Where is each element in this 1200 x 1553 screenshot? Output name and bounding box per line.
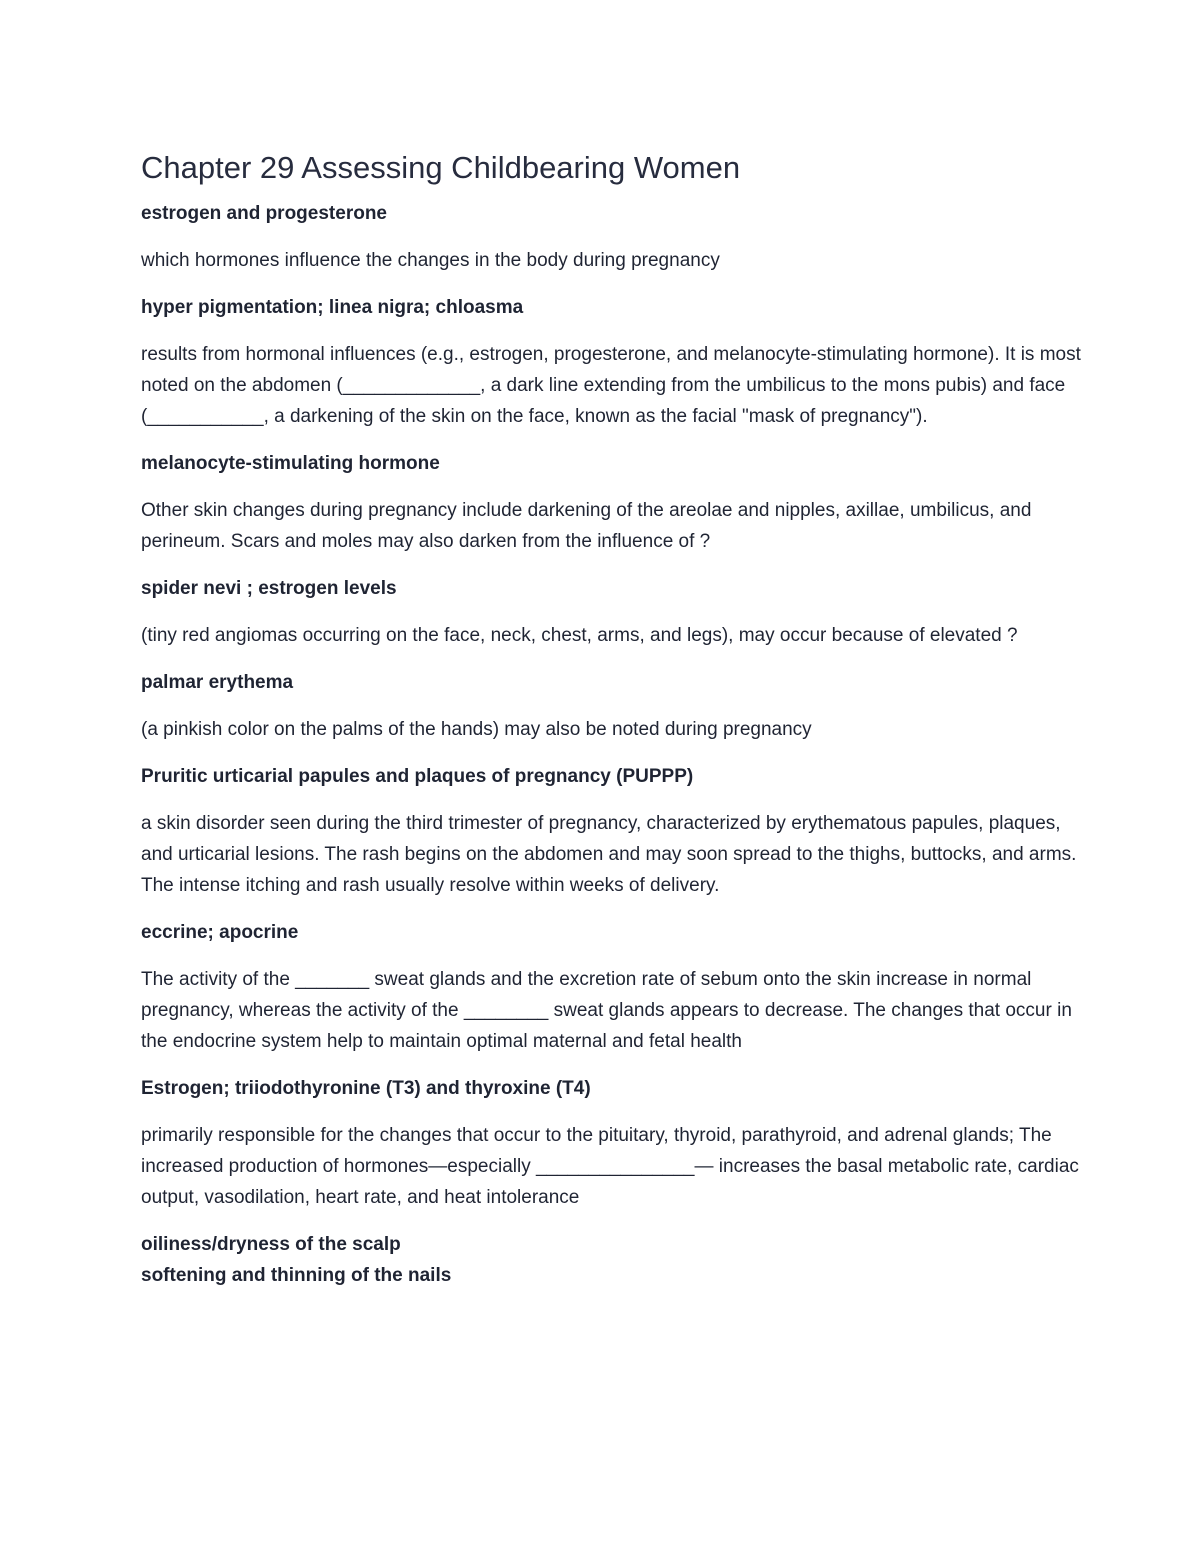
- term-7: eccrine; apocrine: [141, 922, 299, 943]
- term-2: hyper pigmentation; linea nigra; chloasma: [141, 297, 524, 318]
- term-8: Estrogen; triiodothyronine (T3) and thyroxine (T4): [141, 1078, 591, 1099]
- final-term-2: softening and thinning of the nails: [141, 1265, 452, 1286]
- definition-3: Other skin changes during pregnancy include darkening of the areolae and nipples, axillae, umbilicus, and perineum. Scars and moles may also darken from the influence of ?: [141, 500, 1032, 552]
- definition-5: (a pinkish color on the palms of the hands) may also be noted during pregnancy: [141, 719, 812, 740]
- term-5: palmar erythema: [141, 672, 294, 693]
- final-term-1: oiliness/dryness of the scalp: [141, 1234, 401, 1255]
- definition-2: results from hormonal influences (e.g., estrogen, progesterone, and melanocyte-stimulating hormone). It is most noted on the abdomen (_____________, a dark line extending from the umbilicus to the mons pubis) and face (___________, a darkening of the skin on the face, known as the facial "mask of pregnancy").: [141, 344, 1081, 427]
- definition-1: which hormones influence the changes in the body during pregnancy: [141, 250, 720, 271]
- definition-6: a skin disorder seen during the third trimester of pregnancy, characterized by erythematous papules, plaques, and urticarial lesions. The rash begins on the abdomen and may soon spread to the thighs, buttocks, and arms. The intense itching and rash usually resolve within weeks of delivery.: [141, 813, 1077, 896]
- definition-4: (tiny red angiomas occurring on the face, neck, chest, arms, and legs), may occur because of elevated ?: [141, 625, 1018, 646]
- document-page: [141, 148, 1081, 1291]
- term-1: estrogen and progesterone: [141, 203, 387, 224]
- term-4: spider nevi ; estrogen levels: [141, 578, 397, 599]
- definition-7: The activity of the _______ sweat glands and the excretion rate of sebum onto the skin increase in normal pregnancy, whereas the activity of the ________ sweat glands appears to decrease. The changes that occur in the endocrine system help to maintain optimal maternal and fetal health: [141, 969, 1072, 1052]
- definition-8: primarily responsible for the changes that occur to the pituitary, thyroid, parathyroid, and adrenal glands; The increased production of hormones—especially _______________— increases the basal metabolic rate, cardiac output, vasodilation, heart rate, and heat intolerance: [141, 1125, 1079, 1208]
- term-6: Pruritic urticarial papules and plaques of pregnancy (PUPPP): [141, 766, 694, 787]
- document-title: Chapter 29 Assessing Childbearing Women: [141, 150, 741, 185]
- term-3: melanocyte-stimulating hormone: [141, 453, 440, 474]
